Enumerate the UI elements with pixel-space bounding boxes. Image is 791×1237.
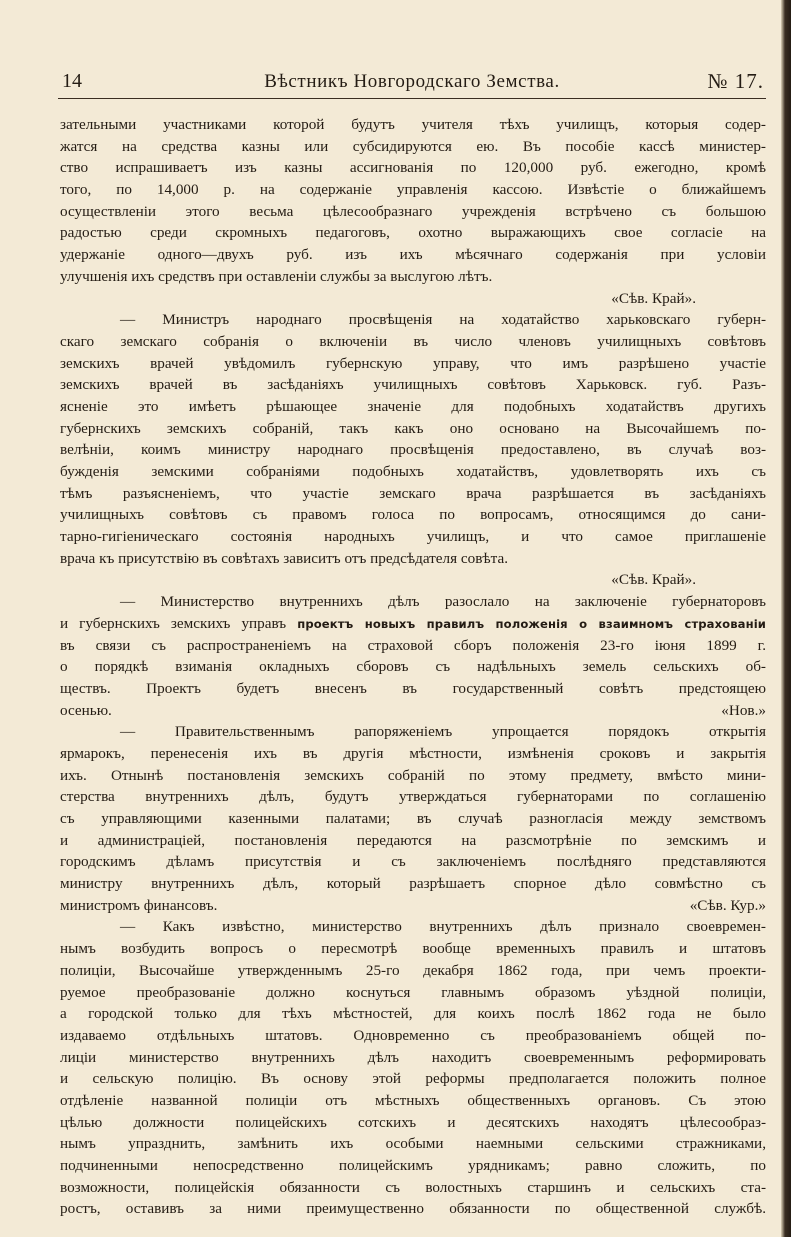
text-line: и сельскую полицію. Въ основу этой реформы предполагается положить полное xyxy=(60,1070,766,1088)
text-fragment: министромъ финансовъ. xyxy=(60,896,218,914)
text-line: ихъ. Отнынѣ постановленія земскихъ собраній по этому предмету, вмѣсто мини- xyxy=(60,766,766,784)
journal-title: Вѣстникъ Новгородскаго Земства. xyxy=(264,71,560,92)
text-line: министру внутреннихъ дѣлъ, который разрѣшаетъ спорное дѣло совмѣстно съ xyxy=(60,875,766,893)
text-line: подчиненными непосредственно полицейскимъ урядникамъ; равно сложить, по xyxy=(60,1157,766,1174)
text-line: осуществленіи этого весьма цѣлесообразнаго учрежденія встрѣчено съ большою xyxy=(60,202,766,220)
source-citation: «Сѣв. Край». xyxy=(611,571,696,589)
text-line: тѣмъ разъясненіемъ, что участіе земскаго врача разрѣшается въ засѣданіяхъ xyxy=(60,484,766,502)
source-citation: «Нов.» xyxy=(721,701,766,719)
text-line: ство испрашиваетъ изъ казны ассигнованія по 120,000 руб. ежегодно, кромѣ xyxy=(60,159,766,177)
text-line xyxy=(60,895,766,917)
text-line: возможности, полицейскія обязанности съ волостныхъ старшинъ и сельскихъ ста- xyxy=(60,1178,766,1196)
text-line: о порядкѣ взиманія окладныхъ сборовъ съ надѣльныхъ земель сельскихъ об- xyxy=(60,658,766,676)
text-line: жатся на средства казны или субсидируются ею. Въ пособіе кассѣ министер- xyxy=(60,137,766,155)
text-line: ярмарокъ, перенесенія ихъ въ другія мѣстности, измѣненія сроковъ и закрытія xyxy=(60,744,766,762)
paragraph-insurance-project xyxy=(60,591,766,721)
text-line: зательными участниками которой будутъ учителя тѣхъ училищъ, которыя содер- xyxy=(60,116,766,133)
text-line: радостью среди скромныхъ педагоговъ, охотно выражающихъ свое согласіе на xyxy=(60,224,766,242)
text-line: велѣніи, коимъ министру народнаго просвѣщенія предоставлено, въ случаѣ воз- xyxy=(60,441,766,459)
text-line: стерства внутреннихъ дѣлъ, будутъ утверждаться губернаторами по соглашенію xyxy=(60,788,766,806)
text-line: городскимъ дѣламъ присутствія и съ заключеніемъ послѣдняго представляются xyxy=(60,853,766,871)
text-line: — Правительственнымъ рапоряженіемъ упрощается порядокъ открытія xyxy=(120,723,766,741)
text-line: въ связи съ распространеніемъ на страховой сборъ положенія 23-го іюня 1899 г. xyxy=(60,636,766,654)
text-line: ществъ. Проектъ будетъ внесенъ въ государственный совѣтъ предстоящею xyxy=(60,679,766,697)
text-line: земскихъ врачей въ засѣданіяхъ училищныхъ совѣтовъ Харьковск. губ. Разъ- xyxy=(60,376,766,394)
text-line: скаго земскаго собранія о включеніи въ число членовъ училищныхъ совѣтовъ xyxy=(60,332,766,350)
page-number: 14 xyxy=(62,70,82,92)
text-line: отдѣленіе названной полиціи отъ мѣстныхъ общественныхъ органовъ. Съ этою xyxy=(60,1091,766,1109)
paragraph-zemstvo-doctors xyxy=(60,309,766,591)
text-line: губернскихъ земскихъ собраній, такъ какъ оно основано на Высочайшемъ по- xyxy=(60,419,766,437)
text-line xyxy=(60,700,766,722)
text-line: улучшенія ихъ средствъ при оставленіи службы за выслугою лѣтъ. xyxy=(60,267,493,285)
source-citation: «Сѣв. Кур.» xyxy=(689,896,766,914)
text-line: училищныхъ совѣтовъ съ правомъ голоса по вопросамъ, относящимся до сани- xyxy=(60,506,766,524)
text-line: тарно-гигіеническаго состоянія народныхъ училищъ, и что самое приглашеніе xyxy=(60,528,766,546)
text-line: съ управляющими казенными палатами; въ случаѣ разногласія между земствомъ xyxy=(60,810,766,827)
text-line: лиціи министерство внутреннихъ дѣлъ находитъ своевременнымъ реформировать xyxy=(60,1048,766,1066)
text-line: того, по 14,000 р. на содержаніе управленія кассою. Извѣстіе о ближайшемъ xyxy=(60,181,766,199)
text-line: издаваемо отдѣльныхъ штатовъ. Одновременно съ преобразованіемъ общей по- xyxy=(60,1026,766,1044)
text-line: — Министръ народнаго просвѣщенія на ходатайство харьковскаго губерн- xyxy=(120,311,766,329)
issue-number: № 17. xyxy=(707,69,764,93)
text-line: цѣлью должности полицейскихъ сотскихъ и десятскихъ находятъ цѣлесообраз- xyxy=(60,1113,766,1131)
text-line: врача къ присутствію въ совѣтахъ зависитъ отъ предсѣдателя совѣта. xyxy=(60,549,509,567)
running-header xyxy=(58,64,766,99)
text-line: руемое преобразованіе должно коснуться главнымъ образомъ уѣздной полиціи, xyxy=(60,983,766,1001)
text-fragment: осенью. xyxy=(60,701,112,719)
text-fragment: и губернскихъ земскихъ управъ xyxy=(60,614,287,632)
text-line: и администраціей, постановленія передаются на разсмотрѣніе по земскимъ и xyxy=(60,831,766,849)
text-line: ростъ, оставивъ за ними преимущественно обязанности по общественной службѣ. xyxy=(60,1200,766,1218)
text-line xyxy=(60,613,766,635)
page-edge-shadow xyxy=(781,0,791,1237)
paragraph-fairs xyxy=(60,721,766,916)
text-line: ясненіе это имѣетъ рѣшающее значеніе для подобныхъ ходатайствъ другихъ xyxy=(60,397,766,415)
text-line: — Какъ извѣстно, министерство внутреннихъ дѣлъ признало своевремен- xyxy=(120,918,766,936)
source-citation: «Сѣв. Край». xyxy=(611,289,696,307)
paragraph-teachers-fund xyxy=(60,114,766,309)
text-line: нымъ упразднить, замѣнить ихъ особыми наемными сельскими стражниками, xyxy=(60,1135,766,1153)
text-line: нымъ возбудить вопросъ о пересмотрѣ вообще временныхъ правилъ и штатовъ xyxy=(60,940,766,958)
paragraph-police-reform xyxy=(60,916,766,1220)
text-line: бужденія земскими собраніями подобныхъ ходатайствъ, удовлетворять ихъ съ xyxy=(60,463,766,480)
text-line: удержаніе одного—двухъ руб. изъ ихъ мѣсячнаго содержанія при условіи xyxy=(60,246,766,264)
emphasized-text: проектъ новыхъ правилъ положенія о взаимномъ страхованіи xyxy=(297,616,766,631)
text-line: земскихъ врачей увѣдомилъ губернскую управу, что имъ разрѣшено участіе xyxy=(60,354,766,372)
text-line: а городской только для тѣхъ мѣстностей, для коихъ послѣ 1862 года не было xyxy=(60,1005,766,1023)
text-line: — Министерство внутреннихъ дѣлъ разослало на заключеніе губернаторовъ xyxy=(120,593,766,611)
article-body xyxy=(60,114,766,1220)
text-line: полиціи, Высочайше утвержденнымъ 25-го декабря 1862 года, при чемъ проекти- xyxy=(60,961,766,979)
